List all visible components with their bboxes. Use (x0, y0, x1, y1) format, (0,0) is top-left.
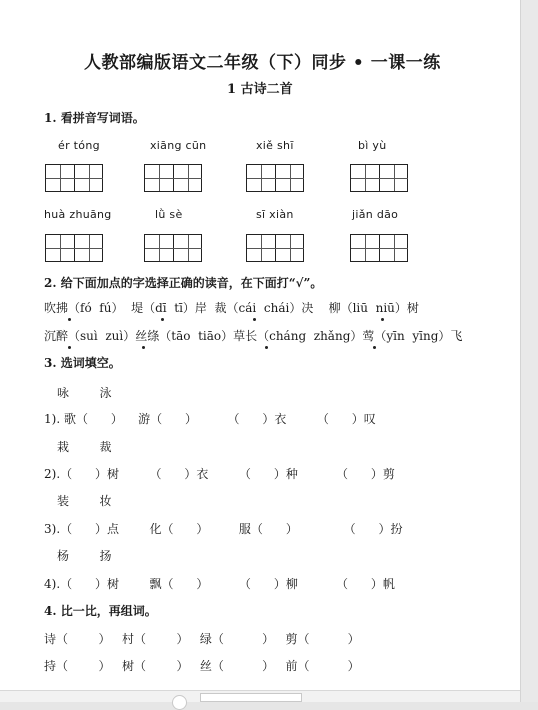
pinyin-8: jiǎn dāo (352, 208, 399, 221)
q3-word-pair: 装 妆 (57, 494, 112, 508)
q1-heading: 1. 看拼音写词语。 (44, 111, 145, 125)
q2-heading: 2. 给下面加点的字选择正确的读音，在下面打“√”。 (44, 276, 323, 290)
writing-grid[interactable] (246, 234, 304, 262)
writing-grid[interactable] (45, 234, 103, 262)
pinyin-3: xiě shī (256, 139, 294, 152)
pinyin-7: sī xiàn (256, 208, 294, 221)
q3-heading: 3. 选词填空。 (44, 356, 121, 370)
q3-line: 2).（ ）树 （ ）衣 （ ）种 （ ）剪 (44, 467, 395, 481)
emphasis-dot (142, 346, 145, 349)
q3-line: 1). 歌（ ） 游（ ） （ ）衣 （ ）叹 (44, 412, 376, 426)
q3-line: 3).（ ）点 化（ ） 服（ ） （ ）扮 (44, 522, 403, 536)
writing-grid[interactable] (144, 234, 202, 262)
writing-grid[interactable] (350, 164, 408, 192)
writing-grid[interactable] (45, 164, 103, 192)
q3-word-pair: 咏 泳 (57, 386, 112, 400)
emphasis-dot (265, 346, 268, 349)
emphasis-dot (373, 346, 376, 349)
q3-word-pair: 杨 扬 (57, 549, 112, 563)
pinyin-4: bì yù (358, 139, 387, 152)
writing-grid[interactable] (350, 234, 408, 262)
q4-line-1: 诗（ ） 村（ ） 绿（ ） 剪（ ） (44, 632, 360, 646)
q3-line: 4).（ ）树 飘（ ） （ ）柳 （ ）帆 (44, 577, 395, 591)
emphasis-dot (68, 346, 71, 349)
emphasis-dot (253, 318, 256, 321)
q2-line-2: 沉醉（suì zuì）丝绦（tāo tiāo）草长（cháng zhǎng）莺（yīn yīng）飞 (44, 329, 463, 343)
page-number-input[interactable] (200, 693, 302, 702)
pinyin-2: xiāng cūn (150, 139, 207, 152)
emphasis-dot (381, 318, 384, 321)
q4-heading: 4. 比一比，再组词。 (44, 604, 157, 618)
pinyin-1: ér tóng (58, 139, 100, 152)
page-title: 人教部编版语文二年级（下）同步 • 一课一练 (84, 53, 441, 73)
q2-line-1: 吹拂（fó fú） 堤（dī tī）岸 裁（cái chái）决 柳（liū niū）树 (44, 301, 419, 315)
lesson-title: 1 古诗二首 (227, 82, 293, 97)
pinyin-6: lǜ sè (155, 208, 183, 221)
q3-word-pair: 栽 裁 (57, 440, 112, 454)
q4-line-2: 持（ ） 树（ ） 丝（ ） 前（ ） (44, 659, 360, 673)
writing-grid[interactable] (246, 164, 304, 192)
vertical-scrollbar[interactable] (520, 0, 538, 702)
writing-grid[interactable] (144, 164, 202, 192)
emphasis-dot (161, 318, 164, 321)
emphasis-dot (68, 318, 71, 321)
page-nav-button[interactable] (172, 695, 187, 710)
pinyin-5: huà zhuāng (44, 208, 112, 221)
